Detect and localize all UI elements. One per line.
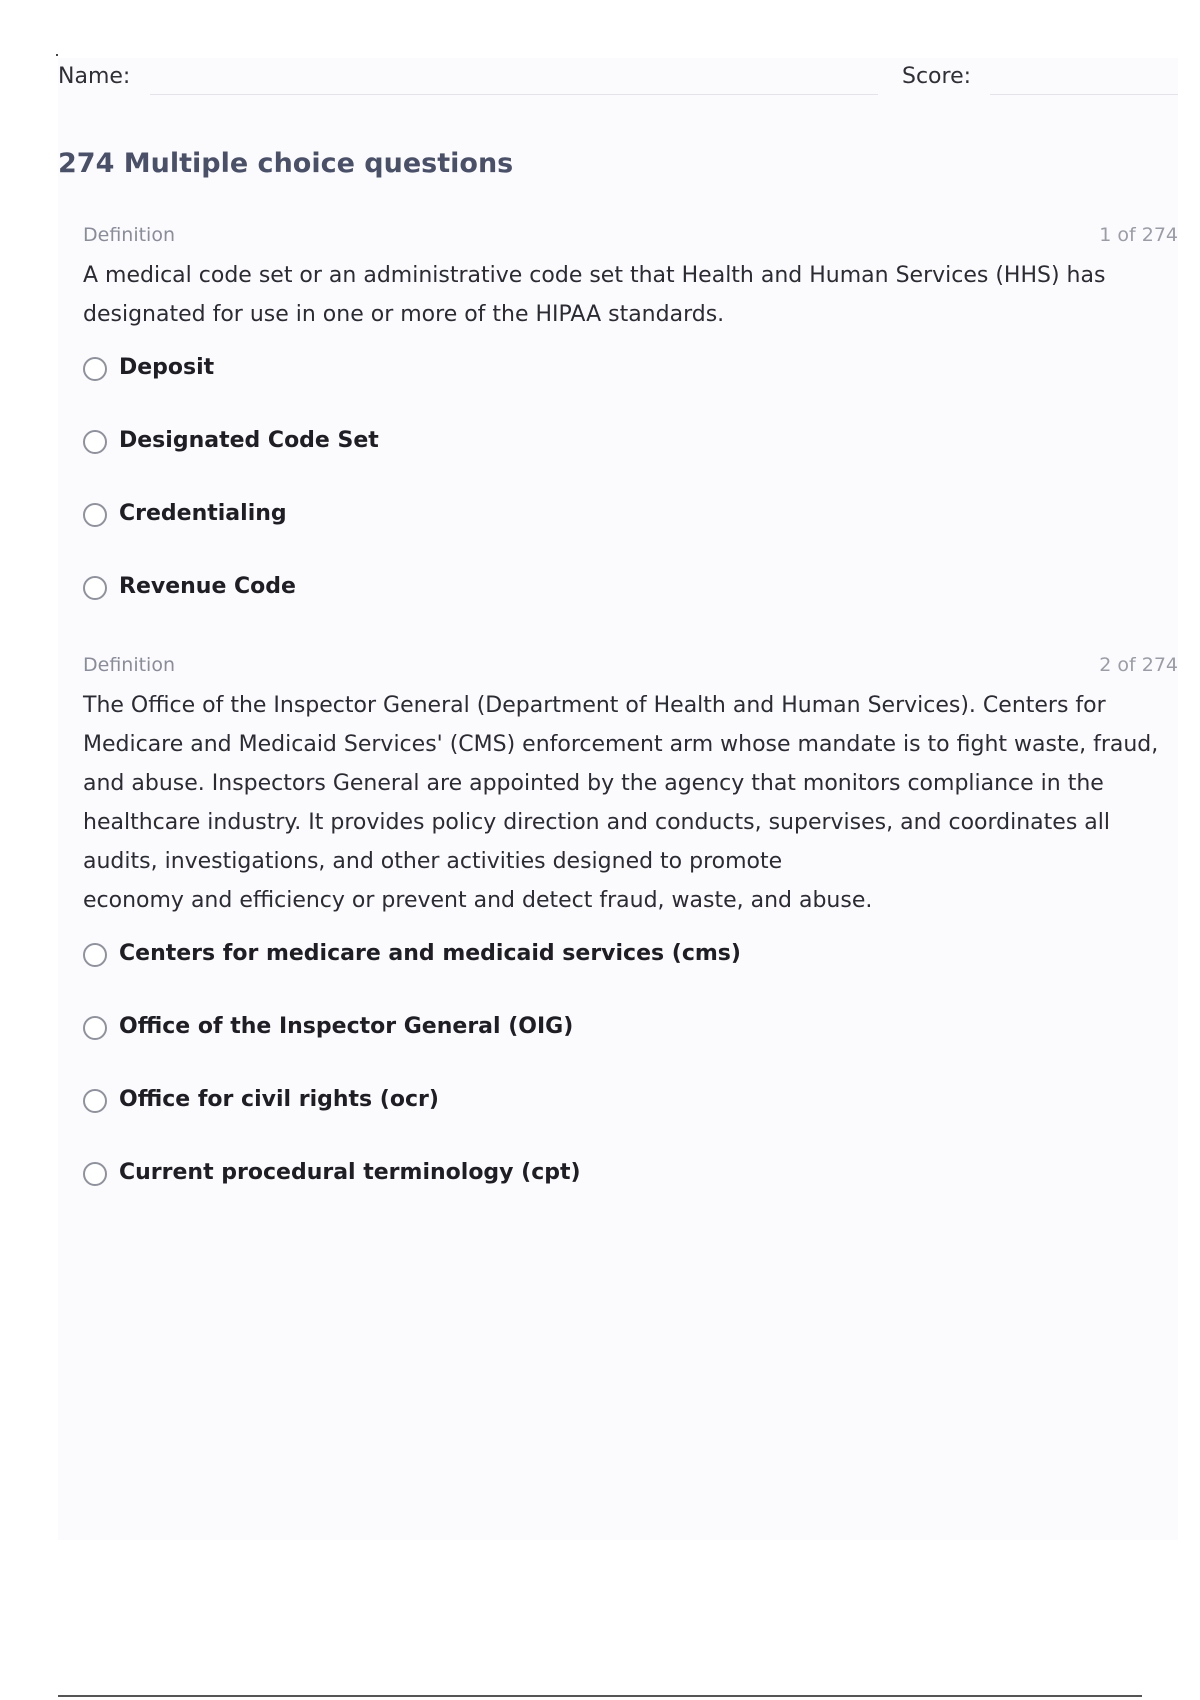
question-1 (83, 224, 1178, 640)
option-label: Designated Code Set (119, 428, 379, 453)
question-header (83, 654, 1178, 678)
question-type: Definition (83, 224, 176, 246)
option-label: Office of the Inspector General (OIG) (119, 1014, 574, 1039)
question-text-line: economy and efficiency or prevent and detect fraud, waste, and abuse. (83, 888, 873, 913)
question-text-line: The Office of the Inspector General (Department of Health and Human Services). Centers for (83, 693, 1106, 718)
options-list (83, 348, 1178, 640)
name-label: Name: (58, 64, 131, 89)
question-counter: 1 of 274 (1099, 224, 1178, 246)
question-text-line: and abuse. Inspectors General are appointed by the agency that monitors compliance in the (83, 771, 1104, 796)
option-label: Current procedural terminology (cpt) (119, 1160, 581, 1185)
score-field[interactable] (990, 94, 1178, 95)
option-label: Office for civil rights (ocr) (119, 1087, 439, 1112)
option-label: Deposit (119, 355, 215, 380)
question-text-line: audits, investigations, and other activities designed to promote (83, 849, 783, 874)
option-designated-code-set[interactable] (83, 421, 1178, 494)
option-label: Revenue Code (119, 574, 296, 599)
header (58, 58, 1178, 98)
score-label: Score: (902, 64, 972, 89)
option-cpt[interactable] (83, 1153, 1178, 1226)
radio-button[interactable] (83, 576, 107, 600)
radio-button[interactable] (83, 1016, 107, 1040)
option-revenue-code[interactable] (83, 567, 1178, 640)
radio-button[interactable] (83, 1162, 107, 1186)
quiz-sheet (58, 58, 1178, 1540)
option-ocr[interactable] (83, 1080, 1178, 1153)
option-label: Credentialing (119, 501, 287, 526)
radio-button[interactable] (83, 357, 107, 381)
question-text-line: Medicare and Medicaid Services' (CMS) enforcement arm whose mandate is to fight waste, fraud, (83, 732, 1159, 757)
radio-button[interactable] (83, 1089, 107, 1113)
radio-button[interactable] (83, 430, 107, 454)
page-title: 274 Multiple choice questions (58, 148, 514, 179)
question-text (83, 686, 1163, 920)
question-header (83, 224, 1178, 248)
option-label: Centers for medicare and medicaid services (cms) (119, 941, 741, 966)
name-field[interactable] (150, 94, 878, 95)
question-type: Definition (83, 654, 176, 676)
option-cms[interactable] (83, 934, 1178, 1007)
option-credentialing[interactable] (83, 494, 1178, 567)
question-text-line: healthcare industry. It provides policy direction and conducts, supervises, and coordinates all (83, 810, 1110, 835)
options-list (83, 934, 1178, 1226)
question-2 (83, 654, 1178, 1226)
page-mark (56, 54, 58, 56)
option-deposit[interactable] (83, 348, 1178, 421)
radio-button[interactable] (83, 943, 107, 967)
radio-button[interactable] (83, 503, 107, 527)
footer-divider (58, 1695, 1142, 1697)
option-oig[interactable] (83, 1007, 1178, 1080)
question-counter: 2 of 274 (1099, 654, 1178, 676)
question-text: A medical code set or an administrative code set that Health and Human Services (HHS) has designated for use in one or more of the HIPAA standards. (83, 263, 1106, 327)
